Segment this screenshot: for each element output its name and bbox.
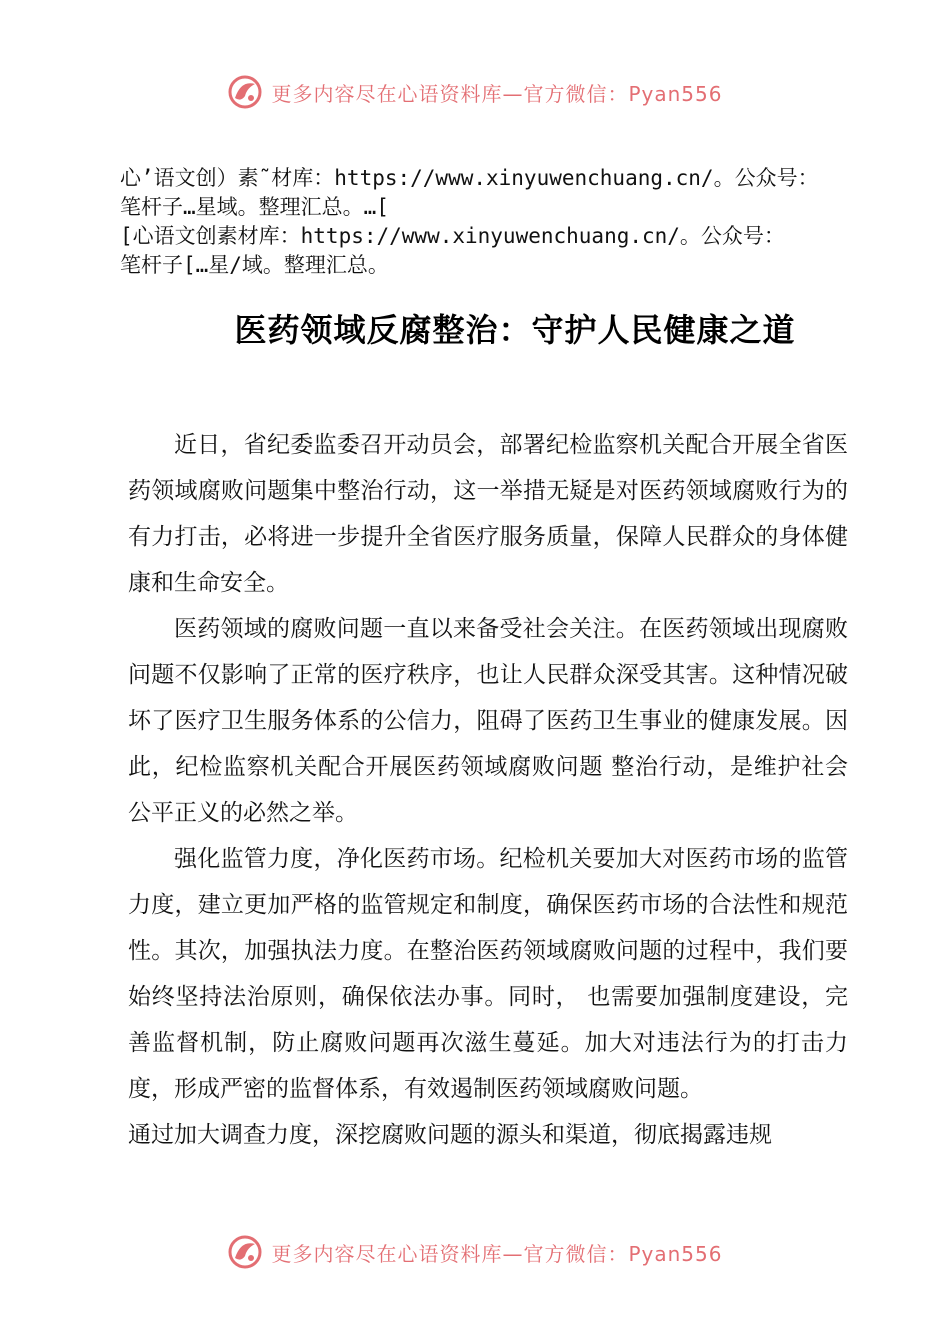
paragraph: 医药领域的腐败问题一直以来备受社会关注。在医药领域出现腐败问题不仅影响了正常的医疗秩序，也让人民群众深受其害。这种情况破坏了医疗卫生服务体系的公信力，阻碍了医药卫生事业的健康发展。因此，纪检监察机关配合开展医药领域腐败问题 整治行动，是维护社会公平正义的必然之举。 [128, 616, 848, 826]
paragraph: 强化监管力度，净化医药市场。纪检机关要加大对医药市场的监管力度，建立更加严格的监管规定和制度，确保医药市场的合法性和规范性。其次，加强执法力度。在整治医药领域腐败问题的过程中，我们要始终坚持法治原则，确保依法办事。同时， 也需要加强制度建设，完善监督机制，防止腐败问题再次滋生蔓延。加大对违法行为的打击力度，形成严密的监督体系，有效遏制医药领域腐败问题。 [128, 846, 848, 1102]
logo-icon [227, 74, 263, 110]
paragraph: 近日，省纪委监委召开动员会，部署纪检监察机关配合开展全省医药领域腐败问题集中整治行动，这一举措无疑是对医药领域腐败行为的有力打击，必将进一步提升全省医疗服务质量，保障人民群众的身体健康和生命安全。 [128, 432, 848, 596]
banner-text: 更多内容尽在心语资料库—官方微信：Pyan556 [271, 1241, 723, 1266]
source-line: 笔杆子…星域。整理汇总。…[ [120, 195, 389, 219]
source-line: [心语文创素材库：https://www.xinyuwenchuang.cn/。公众号： [120, 224, 785, 248]
document-body [128, 422, 848, 1158]
header-banner [0, 70, 950, 114]
source-line: 心’语文创）素˜材库：https://www.xinyuwenchuang.cn/。公众号： [120, 166, 819, 190]
footer-banner [0, 1230, 950, 1274]
source-header [120, 164, 900, 280]
logo-icon [227, 1234, 263, 1270]
document-title: 医药领域反腐整治：守护人民健康之道 [234, 311, 796, 349]
paragraph: 通过加大调查力度，深挖腐败问题的源头和渠道，彻底揭露违规 [128, 1122, 772, 1148]
banner-text: 更多内容尽在心语资料库—官方微信：Pyan556 [271, 81, 723, 106]
source-line: 笔杆子[…星/域。整理汇总。 [120, 253, 389, 277]
